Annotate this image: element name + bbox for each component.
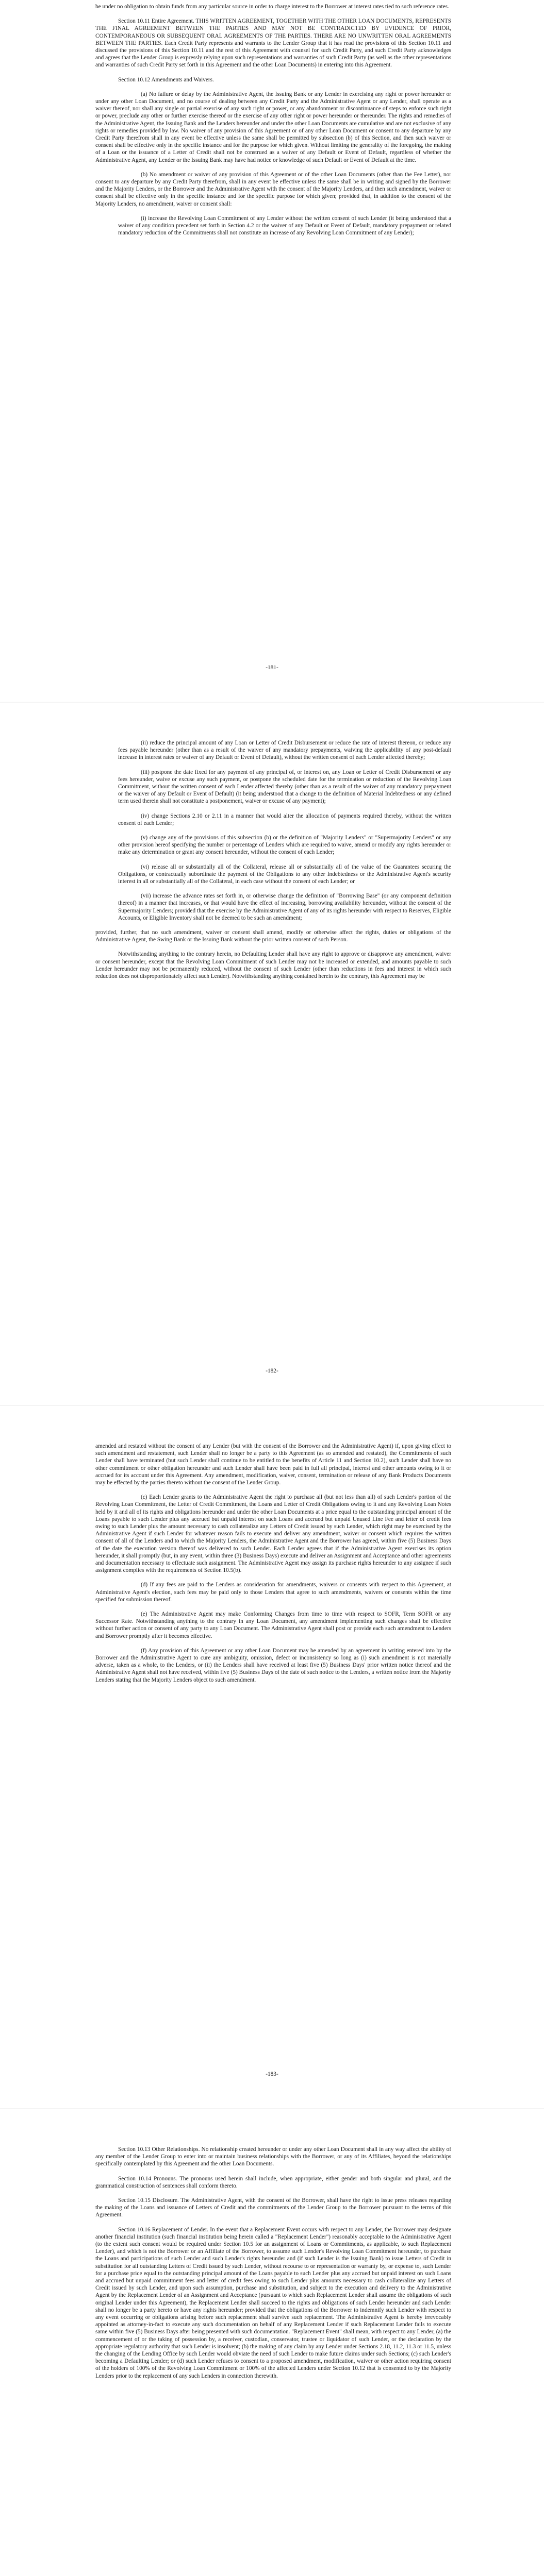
page-divider (0, 2108, 544, 2109)
section-10-11-entire-agreement: Section 10.11 Entire Agreement. THIS WRITTEN AGREEMENT, TOGETHER WITH THE OTHER LOAN DOCUMENTS, REPRESENTS THE FINAL AGREEMENT BETWEEN THE PARTIES AND MAY NOT BE CONTRADICTED BY EVIDENCE OF PRIOR, CONTEMPORANEOUS OR SUBSEQUENT ORAL AGREEMENTS OF THE PARTIES. THERE ARE NO UNWRITTEN ORAL AGREEMENTS BETWEEN THE PARTIES. Each Credit Party represents and warrants to the Lender Group that it has read the provisions of this Section 10.11 and discussed the provisions of this Section 10.11 and the rest of this Agreement with counsel for such Credit Party, and such Credit Party acknowledges and agrees that the Lender Group is expressly relying upon such representations and warranties of such Credit Party (as well as the other representations and warranties of such Credit Party set forth in this Agreement and the other Loan Documents) in entering into this Agreement. (95, 18, 451, 69)
clause-vii: (vii) increase the advance rates set forth in, or otherwise change the definition of "Borrowing Base" (or any component definition thereof) in a manner that increases, or that would have the effect of increasing, borrowing availability hereunder, without the consent of the Supermajority Lenders; provided that the exercise by the Administrative Agent of any of its rights hereunder with respect to Reserves, Eligible Accounts, or Eligible Inventory shall not be deemed to be such an amendment; (118, 893, 451, 921)
page-number: -181- (266, 665, 278, 671)
clause-i: (i) increase the Revolving Loan Commitment of any Lender without the written consent of such Lender (it being understood that a waiver of any condition precedent set forth in Section 4.2 or the waiver of any Default or Event of Default, mandatory prepayment or related mandatory reduction of the Commitments shall not constitute an increase of any Revolving Loan Commitment of any Lender); (118, 215, 451, 236)
proviso-paragraph: provided, further, that no such amendment, waiver or consent shall amend, modify or otherwise affect the rights, duties or obligations of the Administrative Agent, the Swing Bank or the Issuing Bank without the prior written consent of such Person. (95, 929, 451, 943)
section-10-16-replacement-of-lender: Section 10.16 Replacement of Lender. In the event that a Replacement Event occurs with respect to any Lender, the Borrower may designate another financial institution (such financial institution being herein called a "Replacement Lender") reasonably acceptable to the Administrative Agent (to the extent such consent would be required under Section 10.5 for an assignment of Loans or Commitments, as applicable, to such Replacement Lender), and which is not the Borrower or an Affiliate of the Borrower, to assume such Lender's Revolving Loan Commitment hereunder, to purchase the Loans and participations of such Lender and such Lender's rights hereunder and (if such Lender is the Issuing Bank) to issue Letters of Credit in substitution for all outstanding Letters of Credit issued by such Lender, without recourse to or representation or warranty by, or expense to, such Lender for a purchase price equal to the outstanding principal amount of the Loans payable to such Lender plus any accrued but unpaid interest on such Loans and accrued but unpaid commitment fees and letter of credit fees owing to such Lender plus amounts necessary to cash collateralize any Letters of Credit issued by such Lender, and upon such assumption, purchase and substitution, and subject to the execution and delivery to the Administrative Agent by the Replacement Lender of an Assignment and Acceptance (pursuant to which such Replacement Lender shall assume the obligations of such original Lender under this Agreement), the Replacement Lender shall succeed to the rights and obligations of such Lender hereunder and such Lender shall no longer be a party hereto or have any rights hereunder; provided that the obligations of the Borrower to indemnify such Lender with respect to any event occurring or obligations arising before such replacement shall survive such replacement. The Administrative Agent is hereby irrevocably appointed as attorney-in-fact to execute any such documentation on behalf of any Replacement Lender if such Replacement Lender fails to execute same within five (5) Business Days after being presented with such documentation. "Replacement Event" shall mean, with respect to any Lender, (a) the commencement of or the taking of possession by, a receiver, custodian, conservator, trustee or liquidator of such Lender, or the declaration by the appropriate regulatory authority that such Lender is insolvent; (b) the making of any claim by any Lender under Sections 2.18, 11.2, 11.3 or 11.5, unless the changing of the Lending Office by such Lender would obviate the need of such Lender to make future claims under such Sections; (c) such Lender's becoming a Defaulting Lender; or (d) such Lender refuses to consent to a proposed amendment, modification, waiver or other action requiring consent of the holders of 100% of the Revolving Loan Commitment or 100% of the affected Lenders under Section 10.12 that is consented to by the Majority Lenders prior to the replacement of any such Lenders in connection therewith. (95, 2226, 451, 2379)
defaulting-lender-paragraph: Notwithstanding anything to the contrary herein, no Defaulting Lender shall have any right to approve or disapprove any amendment, waiver or consent hereunder, except that the Revolving Loan Commitment of such Lender may not be increased or extended, and amounts payable to such Lender hereunder may not be permanently reduced, without the consent of such Lender (other than reductions in fees and interest in which such reduction does not disproportionately affect such Lender). Notwithstanding anything contained herein to the contrary, this Agreement may be (95, 951, 451, 980)
clause-v: (v) change any of the provisions of this subsection (b) or the definition of "Majority Lenders" or "Supermajority Lenders" or any other provision hereof specifying the number or percentage of Lenders which are required to waive, amend or modify any rights hereunder or make any determination or grant any consent hereunder, without the consent of each Lender; (118, 835, 451, 856)
clause-iv: (iv) change Sections 2.10 or 2.11 in a manner that would alter the allocation of payments required thereby, without the written consent of each Lender; (118, 812, 451, 826)
page-number: -183- (266, 2071, 278, 2077)
subsection-f: (f) Any provision of this Agreement or any other Loan Document may be amended by an agreement in writing entered into by the Borrower and the Administrative Agent to cure any ambiguity, omission, defect or inconsistency so long as (i) such amendment is not materially adverse, taken as a whole, to the Lenders, or (ii) the Lenders shall have received at least five (5) Business Days' prior written notice thereof and the Administrative Agent shall not have received, within five (5) Business Days of the date of such notice to the Lenders, a written notice from the Majority Lenders stating that the Majority Lenders object to such amendment. (95, 1647, 451, 1683)
page-182 (0, 703, 544, 1406)
page-183 (0, 1406, 544, 2110)
subsection-a: (a) No failure or delay by the Administrative Agent, the Issuing Bank or any Lender in exercising any right or power hereunder or under any other Loan Document, and no course of dealing between any Credit Party and the Administrative Agent or any Lender, shall operate as a waiver thereof, nor shall any single or partial exercise of any such right or power, or any abandonment or discontinuance of steps to enforce such right or power, preclude any other or further exercise thereof or the exercise of any other right or power hereunder or thereunder. The rights and remedies of the Administrative Agent, the Issuing Bank and the Lenders hereunder and under the other Loan Documents are cumulative and are not exclusive of any rights or remedies provided by law. No waiver of any provision of this Agreement or of any other Loan Document or consent to any departure by any Credit Party therefrom shall in any event be effective unless the same shall be permitted by subsection (b) of this Section, and then such waiver or consent shall be effective only in the specific instance and for the purpose for which given. Without limiting the generality of the foregoing, the making of a Loan or the issuance of a Letter of Credit shall not be construed as a waiver of any Default or Event of Default, regardless of whether the Administrative Agent, any Lender or the Issuing Bank may have had notice or knowledge of such Default or Event of Default at the time. (95, 91, 451, 163)
clause-iii: (iii) postpone the date fixed for any payment of any principal of, or interest on, any Loan or Letter of Credit Disbursement or any fees hereunder, waive or excuse any such payment, or postpone the scheduled date for the termination or reduction of the Revolving Loan Commitment, without the written consent of each Lender affected thereby (other than as a result of the waiver of any mandatory prepayment or the waiver of any Default or Event of Default) (it being understood that a change to the definition of Material Indebtedness or any defined term used therein shall not constitute a postponement, waiver or excuse of any payment); (118, 769, 451, 805)
page-181 (0, 0, 544, 703)
subsection-b: (b) No amendment or waiver of any provision of this Agreement or of the other Loan Documents (other than the Fee Letter), nor consent to any departure by any Credit Party therefrom, shall in any event be effective unless the same shall be in writing and signed by the Borrower and the Majority Lenders, or the Borrower and the Administrative Agent with the consent of the Majority Lenders, and then such amendment, waiver or consent shall be effective only in the specific instance and for the specific purpose for which given; provided that, in addition to the consent of the Majority Lenders, no amendment, waiver or consent shall: (95, 171, 451, 207)
page-divider (0, 702, 544, 703)
page-184 (0, 2110, 544, 2576)
section-10-13-other-relationships: Section 10.13 Other Relationships. No relationship created hereunder or under any other Loan Document shall in any way affect the ability of any member of the Lender Group to enter into or maintain business relationships with the Borrower, or any of its Affiliates, beyond the relationships specifically contemplated by this Agreement and the other Loan Documents. (95, 2146, 451, 2167)
section-10-14-pronouns: Section 10.14 Pronouns. The pronouns used herein shall include, when appropriate, either gender and both singular and plural, and the grammatical construction of sentences shall conform thereto. (95, 2175, 451, 2189)
subsection-c: (c) Each Lender grants to the Administrative Agent the right to purchase all (but not less than all) of such Lender's portion of the Revolving Loan Commitment, the Letter of Credit Commitment, the Loans and Letter of Credit Obligations owing to it and any Revolving Loan Notes held by it and all of its rights and obligations hereunder and under the other Loan Documents at a price equal to the outstanding principal amount of the Loans payable to such Lender plus any accrued but unpaid interest on such Loans and accrued but unpaid Unused Line Fee and letter of credit fees owing to such Lender plus the amount necessary to cash collateralize any Letters of Credit issued by such Lender, which right may be exercised by the Administrative Agent if such Lender for whatever reason fails to execute and deliver any amendment, waiver or consent which requires the written consent of all of the Lenders and to which the Majority Lenders, the Administrative Agent and the Borrower has agreed, within five (5) Business Days of the date the execution version thereof was delivered to such Lender. Each Lender agrees that if the Administrative Agent exercises its option hereunder, it shall promptly (but, in any event, within three (3) Business Days) execute and deliver an Assignment and Acceptance and other agreements and documentation necessary to effectuate such assignment. The Administrative Agent may assign its purchase rights hereunder to any assignee if such assignment complies with the requirements of Section 10.5(b). (95, 1494, 451, 1574)
section-10-12-heading: Section 10.12 Amendments and Waivers. (118, 76, 214, 83)
page-divider (0, 1405, 544, 1406)
paragraph: amended and restated without the consent of any Lender (but with the consent of the Borrower and the Administrative Agent) if, upon giving effect to such amendment and restatement, such Lender shall no longer be a party to this Agreement (as so amended and restated), the Commitments of such Lender shall have terminated (but such Lender shall continue to be entitled to the benefits of Article 11 and Section 10.2), such Lender shall have no other commitment or other obligation hereunder and such Lender shall have been paid in full all principal, interest and other amounts owing to it or accrued for its account under this Agreement. Any amendment, modification, waiver, consent, termination or release of any Bank Products Documents may be effected by the parties thereto without the consent of the Lender Group. (95, 1443, 451, 1486)
clause-vi: (vi) release all or substantially all of the Collateral, release all or substantially all of the value of the Guarantees securing the Obligations, or contractually subordinate the payment of the Obligations to any other Indebtedness or the Administrative Agent's security interest in all or substantially all of the Collateral, in each case without the consent of each Lender; or (118, 863, 451, 885)
subsection-d: (d) If any fees are paid to the Lenders as consideration for amendments, waivers or consents with respect to this Agreement, at Administrative Agent's election, such fees may be paid only to those Lenders that agree to such amendments, waivers or consents within the time specified for submission thereof. (95, 1582, 451, 1603)
subsection-e: (e) The Administrative Agent may make Conforming Changes from time to time with respect to SOFR, Term SOFR or any Successor Rate. Notwithstanding anything to the contrary in any Loan Document, any amendment implementing such changes shall be effective without further action or consent of any party to any Loan Document. The Administrative Agent shall post or provide each such amendment to Lenders and Borrower promptly after it becomes effective. (95, 1611, 451, 1639)
section-10-15-disclosure: Section 10.15 Disclosure. The Administrative Agent, with the consent of the Borrower, shall have the right to issue press releases regarding the making of the Loans and issuance of Letters of Credit and the commitments of the Lender Group to the Borrower pursuant to the terms of this Agreement. (95, 2197, 451, 2218)
paragraph: be under no obligation to obtain funds from any particular source in order to charge interest to the Borrower at interest rates tied to such reference rates. (95, 4, 449, 10)
page-number: -182- (266, 1368, 278, 1374)
clause-ii: (ii) reduce the principal amount of any Loan or Letter of Credit Disbursement or reduce the rate of interest thereon, or reduce any fees payable hereunder (other than as a result of the waiver of any mandatory prepayments, waiving the applicability of any post-default increase in interest rates or waiver of any Default or Event of Default), without the written consent of each Lender affected thereby; (118, 740, 451, 761)
